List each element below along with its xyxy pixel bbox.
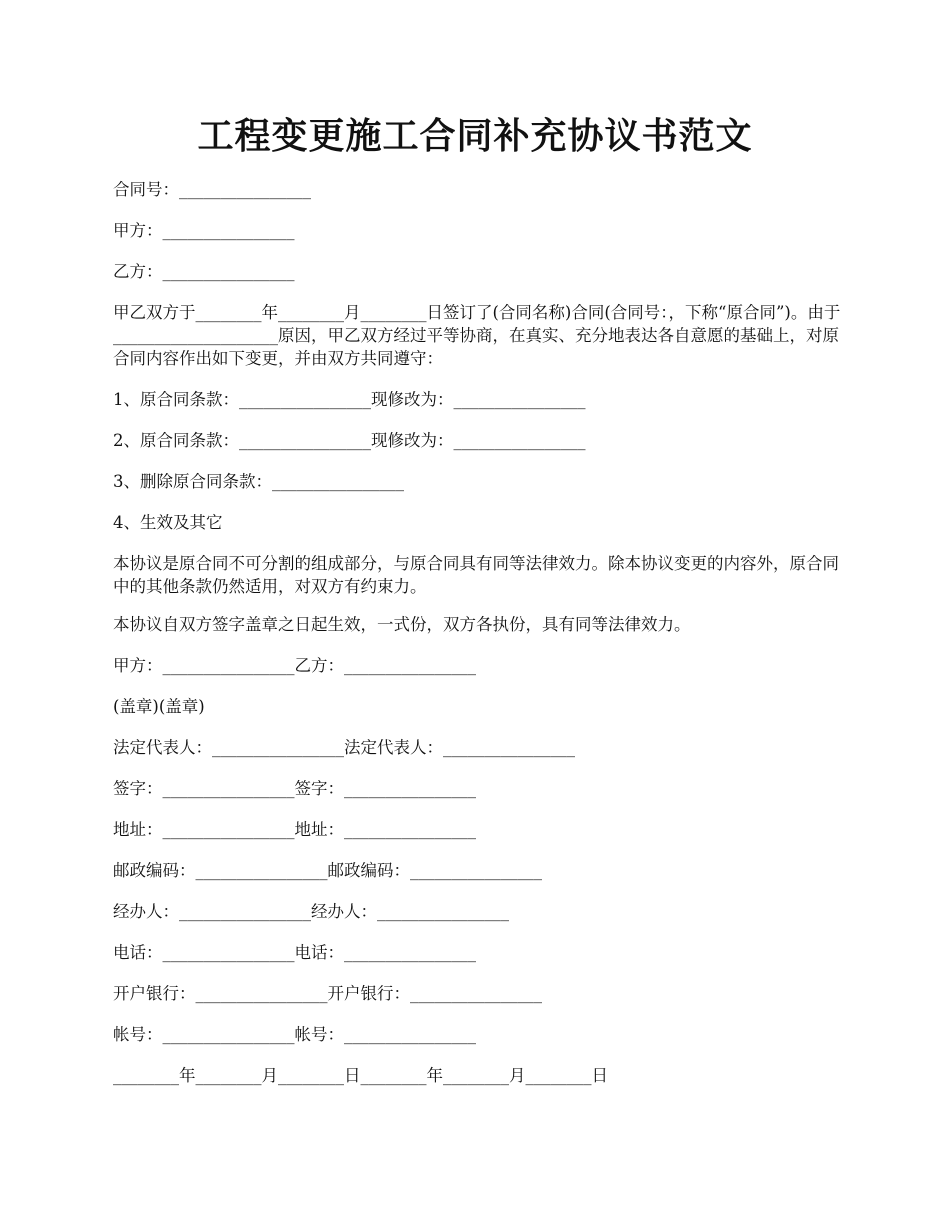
document-body [113, 178, 843, 1087]
handler-line: 经办人：________________经办人：________________ [113, 902, 509, 921]
date-line: ________年________月________日________年________月________日 [113, 1066, 608, 1085]
preamble-paragraph: 甲乙双方于________年________月________日签订了(合同名称)合同(合同号：，下称“原合同”)。由于____________________原因，甲乙双方经过平等协商，在真实、充分地表达各自意愿的基础上，对原合同内容作出如下变更，并由双方共同遵守： [113, 303, 841, 368]
bank-line: 开户银行：________________开户银行：________________ [113, 984, 542, 1003]
clause-1: 1、原合同条款：________________现修改为：________________ [113, 390, 586, 409]
effective-date-paragraph: 本协议自双方签字盖章之日起生效，一式份，双方各执份，具有同等法律效力。 [113, 615, 691, 634]
postal-code-line: 邮政编码：________________邮政编码：________________ [113, 861, 542, 880]
clause-3: 3、删除原合同条款：________________ [113, 472, 404, 491]
clause-2: 2、原合同条款：________________现修改为：________________ [113, 431, 586, 450]
contract-number-line: 合同号：________________ [113, 180, 311, 199]
party-b-line: 乙方：________________ [113, 262, 295, 281]
address-line: 地址：________________地址：________________ [113, 820, 476, 839]
document-title: 工程变更施工合同补充协议书范文 [197, 115, 753, 157]
clause-4-heading: 4、生效及其它 [113, 513, 223, 532]
signature-parties-line: 甲方：________________乙方：________________ [113, 656, 476, 675]
phone-line: 电话：________________电话：________________ [113, 943, 476, 962]
account-line: 帐号：________________帐号：________________ [113, 1025, 476, 1044]
signature-line: 签字：________________签字：________________ [113, 779, 476, 798]
effect-paragraph: 本协议是原合同不可分割的组成部分，与原合同具有同等法律效力。除本协议变更的内容外，原合同中的其他条款仍然适用，对双方有约束力。 [113, 554, 839, 596]
seal-line: (盖章)(盖章) [113, 697, 205, 716]
legal-representative-line: 法定代表人：________________法定代表人：________________ [113, 738, 575, 757]
party-a-line: 甲方：________________ [113, 221, 295, 240]
